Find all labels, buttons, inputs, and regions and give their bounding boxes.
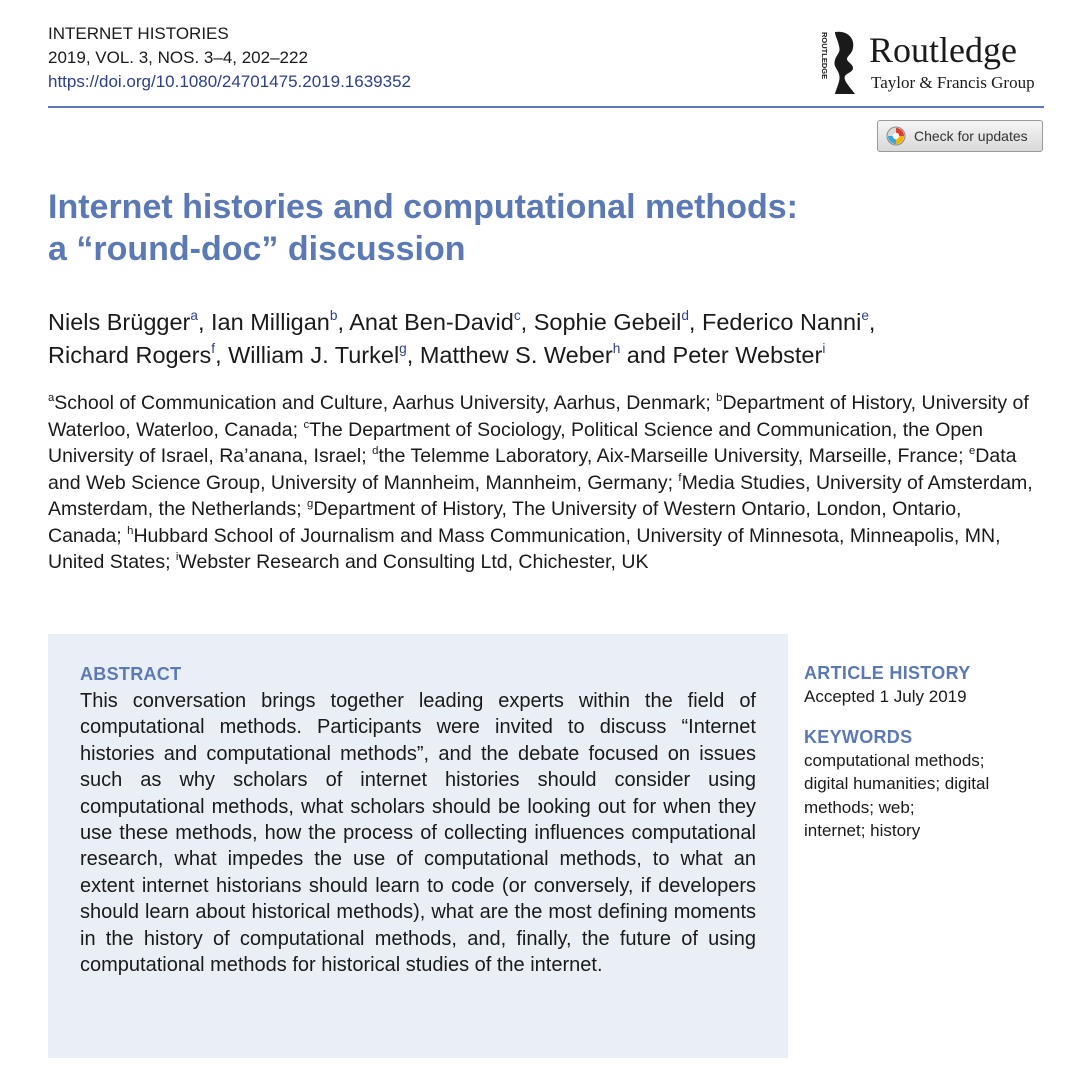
doi-link[interactable]: https://doi.org/10.1080/24701475.2019.1639352 — [48, 72, 411, 91]
article-title — [48, 186, 948, 270]
keywords-heading: KEYWORDS — [804, 726, 913, 747]
author[interactable] — [534, 309, 689, 335]
affiliation-marker: b — [716, 391, 723, 404]
affiliation-text: Department of History, University of Waterloo, Waterloo, Canada; — [48, 392, 1029, 441]
author[interactable] — [48, 342, 215, 368]
author-separator: , — [688, 309, 702, 335]
affiliation-text: The Department of Sociology, Political Science and Communication, the Open University of Israel, Ra’anana, Israel; — [48, 418, 983, 467]
journal-volume: 2019, VOL. 3, NOS. 3–4, 202–222 — [48, 48, 308, 67]
author[interactable] — [349, 309, 520, 335]
author-affiliation-marker[interactable]: d — [681, 308, 689, 324]
affiliation-text: the Telemme Laboratory, Aix-Marseille University, Marseille, France; — [378, 445, 969, 467]
affiliation-text: School of Communication and Culture, Aarhus University, Aarhus, Denmark; — [54, 392, 717, 414]
affiliation-marker: f — [678, 471, 682, 484]
affiliation-marker: d — [372, 444, 379, 457]
author-affiliation-marker[interactable]: h — [612, 341, 621, 357]
check-for-updates-label: Check for updates — [914, 128, 1028, 144]
author-affiliation-marker[interactable]: e — [861, 308, 869, 324]
journal-header — [48, 22, 411, 94]
author-name: Federico Nanni — [701, 309, 862, 335]
affiliation-text: Data and Web Science Group, University of Mannheim, Mannheim, Germany; — [48, 445, 1017, 494]
author-affiliation-marker[interactable]: b — [329, 308, 338, 324]
author-name: Richard Rogers — [48, 342, 212, 368]
keyword-list — [804, 749, 1044, 843]
author-separator: , — [215, 342, 229, 368]
author[interactable] — [48, 309, 198, 335]
publisher-logo — [813, 28, 1045, 100]
affiliation-text: Media Studies, University of Amsterdam, Amsterdam, the Netherlands; — [48, 471, 1033, 520]
abstract-text: This conversation brings together leading experts within the field of computational methods. Participants were invited to discuss “Internet histories and computational methods”, and the debate focused on issues such as why scholars of internet histories should consider using computational methods, what scholars should be looking out for when they use these methods, how the process of collecting influences computational research, what impedes the use of computational methods, to what an extent internet historians should learn to code (or conversely, if developers should learn about historical methods), what are the most defining moments in the history of computational methods, and, finally, the future of using computational methods for historical studies of the internet. — [80, 690, 756, 977]
affiliation-marker: e — [968, 444, 976, 457]
header-divider — [48, 106, 1044, 108]
author-name: Matthew S. Weber — [419, 342, 613, 368]
keyword-line: digital humanities; digital — [804, 774, 990, 793]
author[interactable] — [673, 342, 826, 368]
keyword-line: methods; web; — [804, 797, 915, 817]
author-affiliation-marker[interactable]: f — [211, 341, 216, 357]
author-separator: , — [197, 309, 212, 335]
publisher-name: Routledge — [869, 30, 1017, 70]
affiliation-marker: c — [303, 418, 310, 431]
accepted-date: Accepted 1 July 2019 — [804, 687, 967, 706]
author[interactable] — [211, 309, 337, 335]
author-affiliation-marker[interactable]: c — [513, 308, 521, 324]
author-affiliation-marker[interactable]: a — [190, 308, 198, 324]
author-affiliation-marker[interactable]: i — [822, 341, 826, 357]
author[interactable] — [228, 342, 407, 368]
affiliation-marker: i — [175, 550, 179, 563]
affiliation-text: Webster Research and Consulting Ltd, Chichester, UK — [178, 551, 649, 573]
author[interactable] — [702, 309, 869, 335]
abstract-box — [48, 634, 788, 1058]
affiliation — [48, 392, 716, 414]
affiliation-text: Department of History, The University of Western Ontario, London, Ontario, Canada; — [48, 498, 962, 547]
emblem-text: ROUTLEDGE — [820, 32, 829, 80]
title-line-2: a “round-doc” discussion — [48, 230, 466, 268]
routledge-emblem-icon — [813, 28, 859, 98]
author-separator: and — [620, 342, 673, 368]
author-separator: , — [406, 342, 420, 368]
author-name: Niels Brügger — [48, 309, 191, 335]
author-name: Peter Webster — [672, 342, 823, 368]
author[interactable] — [420, 342, 620, 368]
affiliation-marker: g — [307, 497, 314, 510]
affiliation — [176, 551, 649, 573]
keyword-line: computational methods; — [804, 750, 985, 770]
author-separator: , — [520, 309, 534, 335]
crossmark-icon — [886, 126, 906, 146]
author-name: Sophie Gebeil — [533, 309, 682, 335]
affiliations — [48, 390, 1038, 576]
title-line-1: Internet histories and computational methods: — [48, 188, 798, 226]
author-name: Ian Milligan — [211, 309, 330, 335]
author-name: William J. Turkel — [228, 342, 400, 368]
affiliation-text: Hubbard School of Journalism and Mass Communication, University of Minnesota, Minneapolis, MN, United States; — [48, 524, 1001, 573]
author-name: Anat Ben-David — [349, 309, 514, 335]
keyword-line: internet; history — [804, 821, 921, 840]
affiliation-marker: h — [127, 524, 134, 537]
author-affiliation-marker[interactable]: g — [399, 341, 407, 357]
author-separator: , — [868, 309, 876, 335]
abstract-heading: ABSTRACT — [80, 664, 182, 684]
author-separator: , — [337, 309, 350, 335]
affiliation — [372, 445, 969, 467]
article-history-heading: ARTICLE HISTORY — [804, 663, 971, 683]
check-for-updates-button[interactable] — [877, 120, 1043, 152]
article-sidebar — [804, 661, 1044, 843]
affiliation-marker: a — [48, 391, 55, 404]
publisher-group: Taylor & Francis Group — [871, 73, 1035, 92]
author-list — [48, 306, 1048, 372]
journal-name: INTERNET HISTORIES — [48, 24, 229, 43]
